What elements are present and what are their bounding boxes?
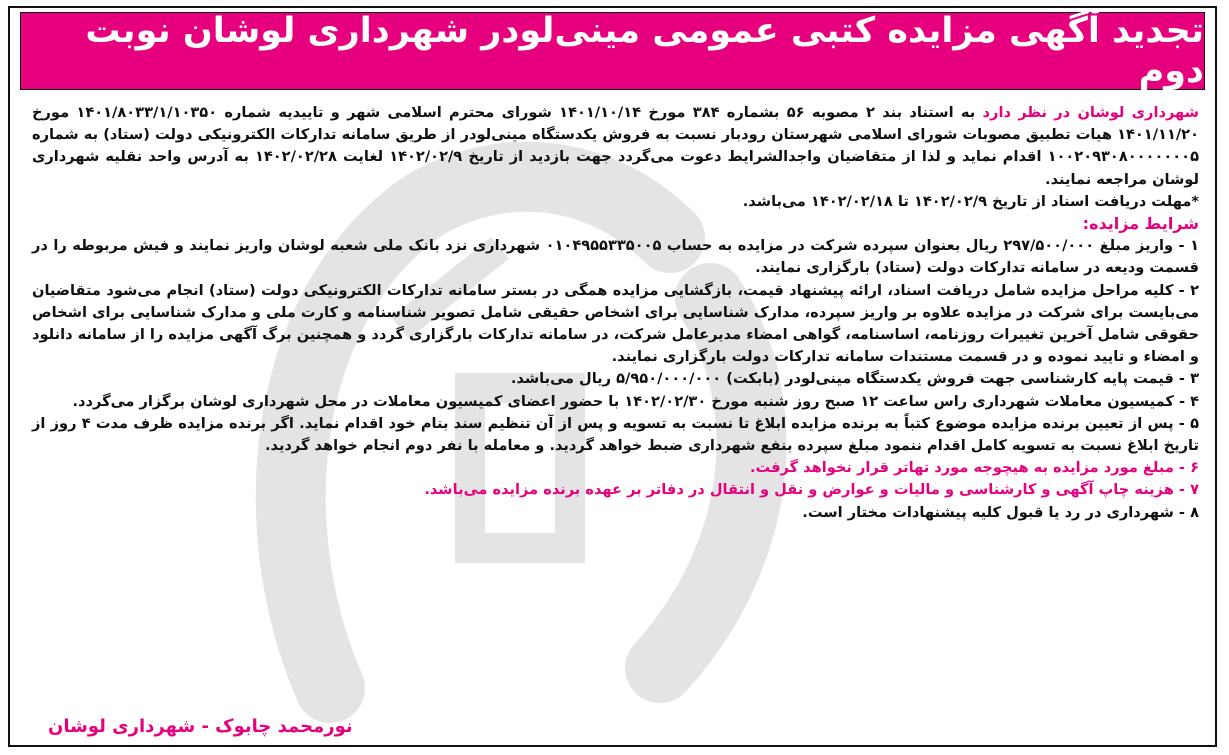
condition-item-1: ۱ - واریز مبلغ ۲۹۷/۵۰۰/۰۰۰ ریال بعنوان سپرده شرکت در مزایده به حساب ۰۱۰۴۹۵۵۳۳۵۰۰۵ شهرداری نزد بانک ملی شعبه لوشان واریز نمایند و فیش مربوطه را در قسمت ودیعه در سامانه تدارکات دولت (ستاد) بارگزاری نمایند. [32,237,1199,277]
condition-item-3: ۳ - قیمت پایه کارشناسی جهت فروش یکدستگاه مینی‌لودر (بابکت) ۵/۹۵۰/۰۰۰/۰۰۰ ریال می‌باشد. [510,370,1199,388]
intro-highlight: شهرداری لوشان در نظر دارد [982,104,1200,121]
signature: نورمحمد چابوک - شهرداری لوشان [48,716,353,737]
condition-item-2: ۲ - کلیه مراحل مزایده شامل دریافت اسناد، ارائه پیشنهاد قیمت، بازگشایی مزایده همگی در بستر سامانه تدارکات الکترونیکی دولت (ستاد) انجام می‌شود متقاضیان می‌بایست برای شرکت در مزایده علاوه بر واریز سپرده، مدارک شناسایی برای اشخاص حقیقی شامل تصویر شناسنامه و کارت ملی و مدارک شناسایی برای اشخاص حقوقی شامل آخرین تغییرات روزنامه، اساسنامه، گواهی امضاء مدیرعامل شرکت، در سامانه تدارکات بارگزاری گردد و همچنین برگ آگهی مزایده را از سامانه دانلود و امضاء و تایید نموده و در قسمت مستندات سامانه تدارکات دولت بارگزاری نمایند. [32,281,1199,366]
deadline-line: *مهلت دریافت اسناد از تاریخ ۱۴۰۲/۰۲/۹ تا ۱۴۰۲/۰۲/۱۸ می‌باشد. [742,192,1199,210]
condition-item-4: ۴ - کمیسیون معاملات شهرداری راس ساعت ۱۲ صبح روز شنبه مورخ ۱۴۰۲/۰۲/۳۰ با حضور اعضای کمیسیون معاملات در محل شهرداری لوشان برگزار می‌گردد. [72,392,1199,410]
intro-paragraph [32,102,1199,191]
condition-item-6: ۶ - مبلغ مورد مزایده به هیچوجه مورد تهاتر قرار نخواهد گرفت. [749,459,1199,477]
intro-text: به استناد بند ۲ مصوبه ۵۶ بشماره ۳۸۴ مورخ ۱۴۰۱/۱۰/۱۴ شورای محترم اسلامی شهر و تاییدیه شماره ۱۴۰۱/۸۰۳۳/۱/۱۰۳۵۰ مورخ ۱۴۰۱/۱۱/۲۰ هیات تطبیق مصوبات شورای اسلامی شهرستان رودبار نسبت به فروش یکدستگاه مینی‌لودر از طریق سامانه تدارکات الکترونیکی دولت (ستاد) به شماره ۱۰۰۲۰۹۳۰۸۰۰۰۰۰۰۰۵ اقدام نماید و لذا از متقاضیان واجدالشرایط دعوت می‌گردد جهت بازدید از تاریخ ۱۴۰۲/۰۲/۹ لغایت ۱۴۰۲/۰۲/۲۸ به آدرس واحد نقلیه شهرداری لوشان مراجعه نمایند. [32,104,1199,188]
condition-item-7: ۷ - هزینه چاپ آگهی و کارشناسی و مالیات و عوارض و نقل و انتقال در دفاتر بر عهده برنده مزایده می‌باشد. [424,481,1199,499]
condition-item-5: ۵ - پس از تعیین برنده مزایده موضوع کتباً به برنده مزایده ابلاغ تا نسبت به تسویه و پس از آن تنظیم سند بنام خود اقدام نماید. اگر برنده مزایده ظرف مدت ۴ روز از تاریخ ابلاغ نسبت به تسویه کامل اقدام ننمود مبلغ سپرده بنفع شهرداری ضبط خواهد گردید. و معامله با نفر دوم انجام خواهد گردید. [32,414,1199,455]
condition-item-8: ۸ - شهرداری در رد یا قبول کلیه پیشنهادات مختار است. [802,503,1199,521]
notice-title: تجدید آگهی مزایده کتبی عمومی مینی‌لودر شهرداری لوشان نوبت دوم [85,11,1204,91]
title-banner [20,12,1205,90]
notice-body [32,102,1199,524]
notice-frame [8,6,1217,747]
conditions-title: شرایط مزایده: [1082,214,1199,234]
